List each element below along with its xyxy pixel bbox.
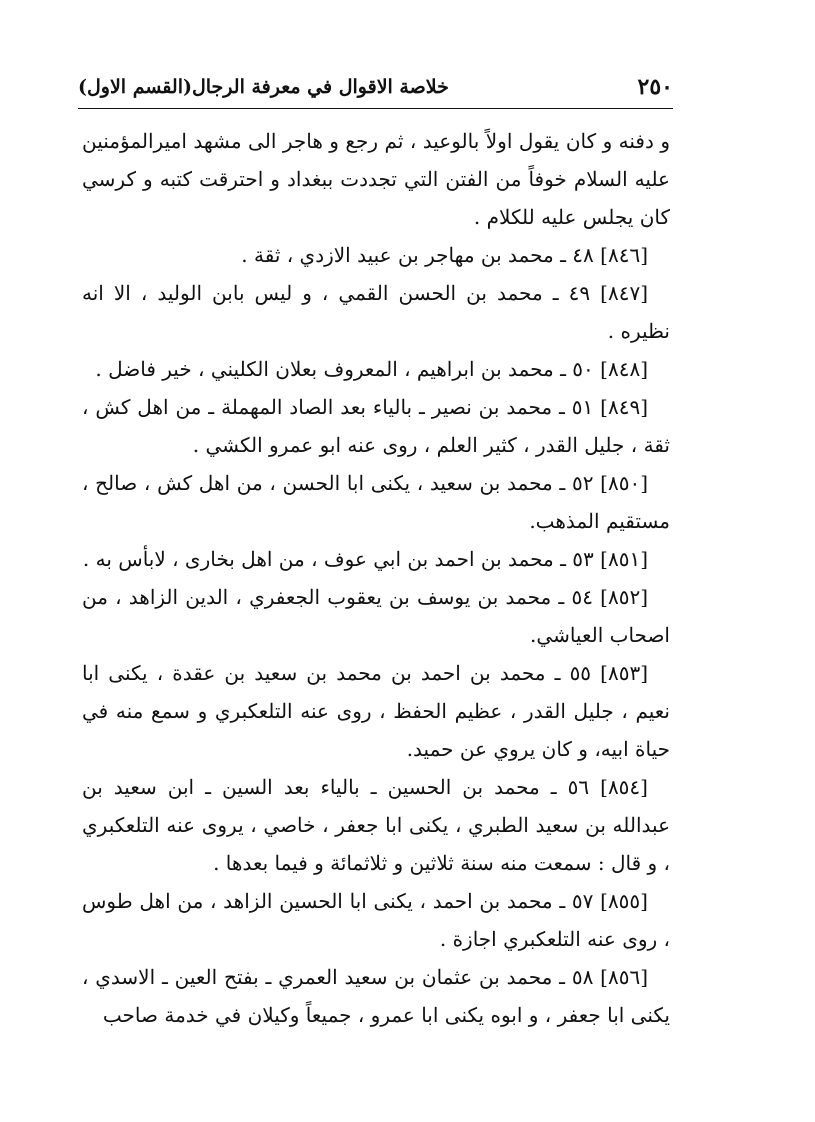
entry-852: [٨٥٢] ٥٤ ـ محمد بن يوسف بن يعقوب الجعفري ، الدين الزاهد ، من اصحاب العياشي. <box>82 585 670 647</box>
entry-855: [٨٥٥] ٥٧ ـ محمد بن احمد ، يكنى ابا الحسين الزاهد ، من اهل طوس ، روى عنه التلعكبري اجازة . <box>82 889 670 951</box>
header-rule <box>78 108 673 109</box>
entry-851: [٨٥١] ٥٣ ـ محمد بن احمد بن ابي عوف ، من اهل بخارى ، لابأس به . <box>82 547 648 571</box>
entry-849: [٨٤٩] ٥١ ـ محمد بن نصير ـ بالياء بعد الصاد المهملة ـ من اهل كش ، ثقة ، جليل القدر ، كثير العلم ، روى عنه ابو عمرو الكشي . <box>82 395 670 457</box>
entry-856: [٨٥٦] ٥٨ ـ محمد بن عثمان بن سعيد العمري ـ بفتح العين ـ الاسدي ، يكنى ابا جعفر ، و ابوه يكنى ابا عمرو ، جميعاً وكيلان في خدمة صاحب <box>82 965 670 1027</box>
entry-846: [٨٤٦] ٤٨ ـ محمد بن مهاجر بن عبيد الازدي ، ثقة . <box>241 243 648 267</box>
entry-853: [٨٥٣] ٥٥ ـ محمد بن احمد بن محمد بن سعيد بن عقدة ، يكنى ابا نعيم ، جليل القدر ، عظيم الحفظ ، روى عنه التلعكبري و سمع منه في حياة ابيه، و كان يروي عن حميد. <box>82 661 670 761</box>
page-header <box>78 70 673 104</box>
page-number: ٢٥٠ <box>637 74 673 100</box>
entry-850: [٨٥٠] ٥٢ ـ محمد بن سعيد ، يكنى ابا الحسن ، من اهل كش ، صالح ، مستقيم المذهب. <box>82 471 670 533</box>
paragraph-continuation: و دفنه و كان يقول اولاً بالوعيد ، ثم رجع و هاجر الى مشهد اميرالمؤمنين عليه السلام خوفاً من الفتن التي تجددت ببغداد و احترقت كتبه و كرسي كان يجلس عليه للكلام . <box>82 129 670 229</box>
page-body <box>82 122 670 1034</box>
running-title: خلاصة الاقوال في معرفة الرجال(القسم الاول) <box>78 76 449 98</box>
entry-854: [٨٥٤] ٥٦ ـ محمد بن الحسين ـ بالياء بعد السين ـ ابن سعيد بن عبدالله بن سعيد الطبري ، يكنى ابا جعفر ، خاصي ، يروى عنه التلعكبري ، و قال : سمعت منه سنة ثلاثين و ثلاثمائة و فيما بعدها . <box>82 775 670 875</box>
entry-848: [٨٤٨] ٥٠ ـ محمد بن ابراهيم ، المعروف بعلان الكليني ، خير فاضل . <box>95 357 648 381</box>
entry-847: [٨٤٧] ٤٩ ـ محمد بن الحسن القمي ، و ليس بابن الوليد ، الا انه نظيره . <box>82 281 670 343</box>
